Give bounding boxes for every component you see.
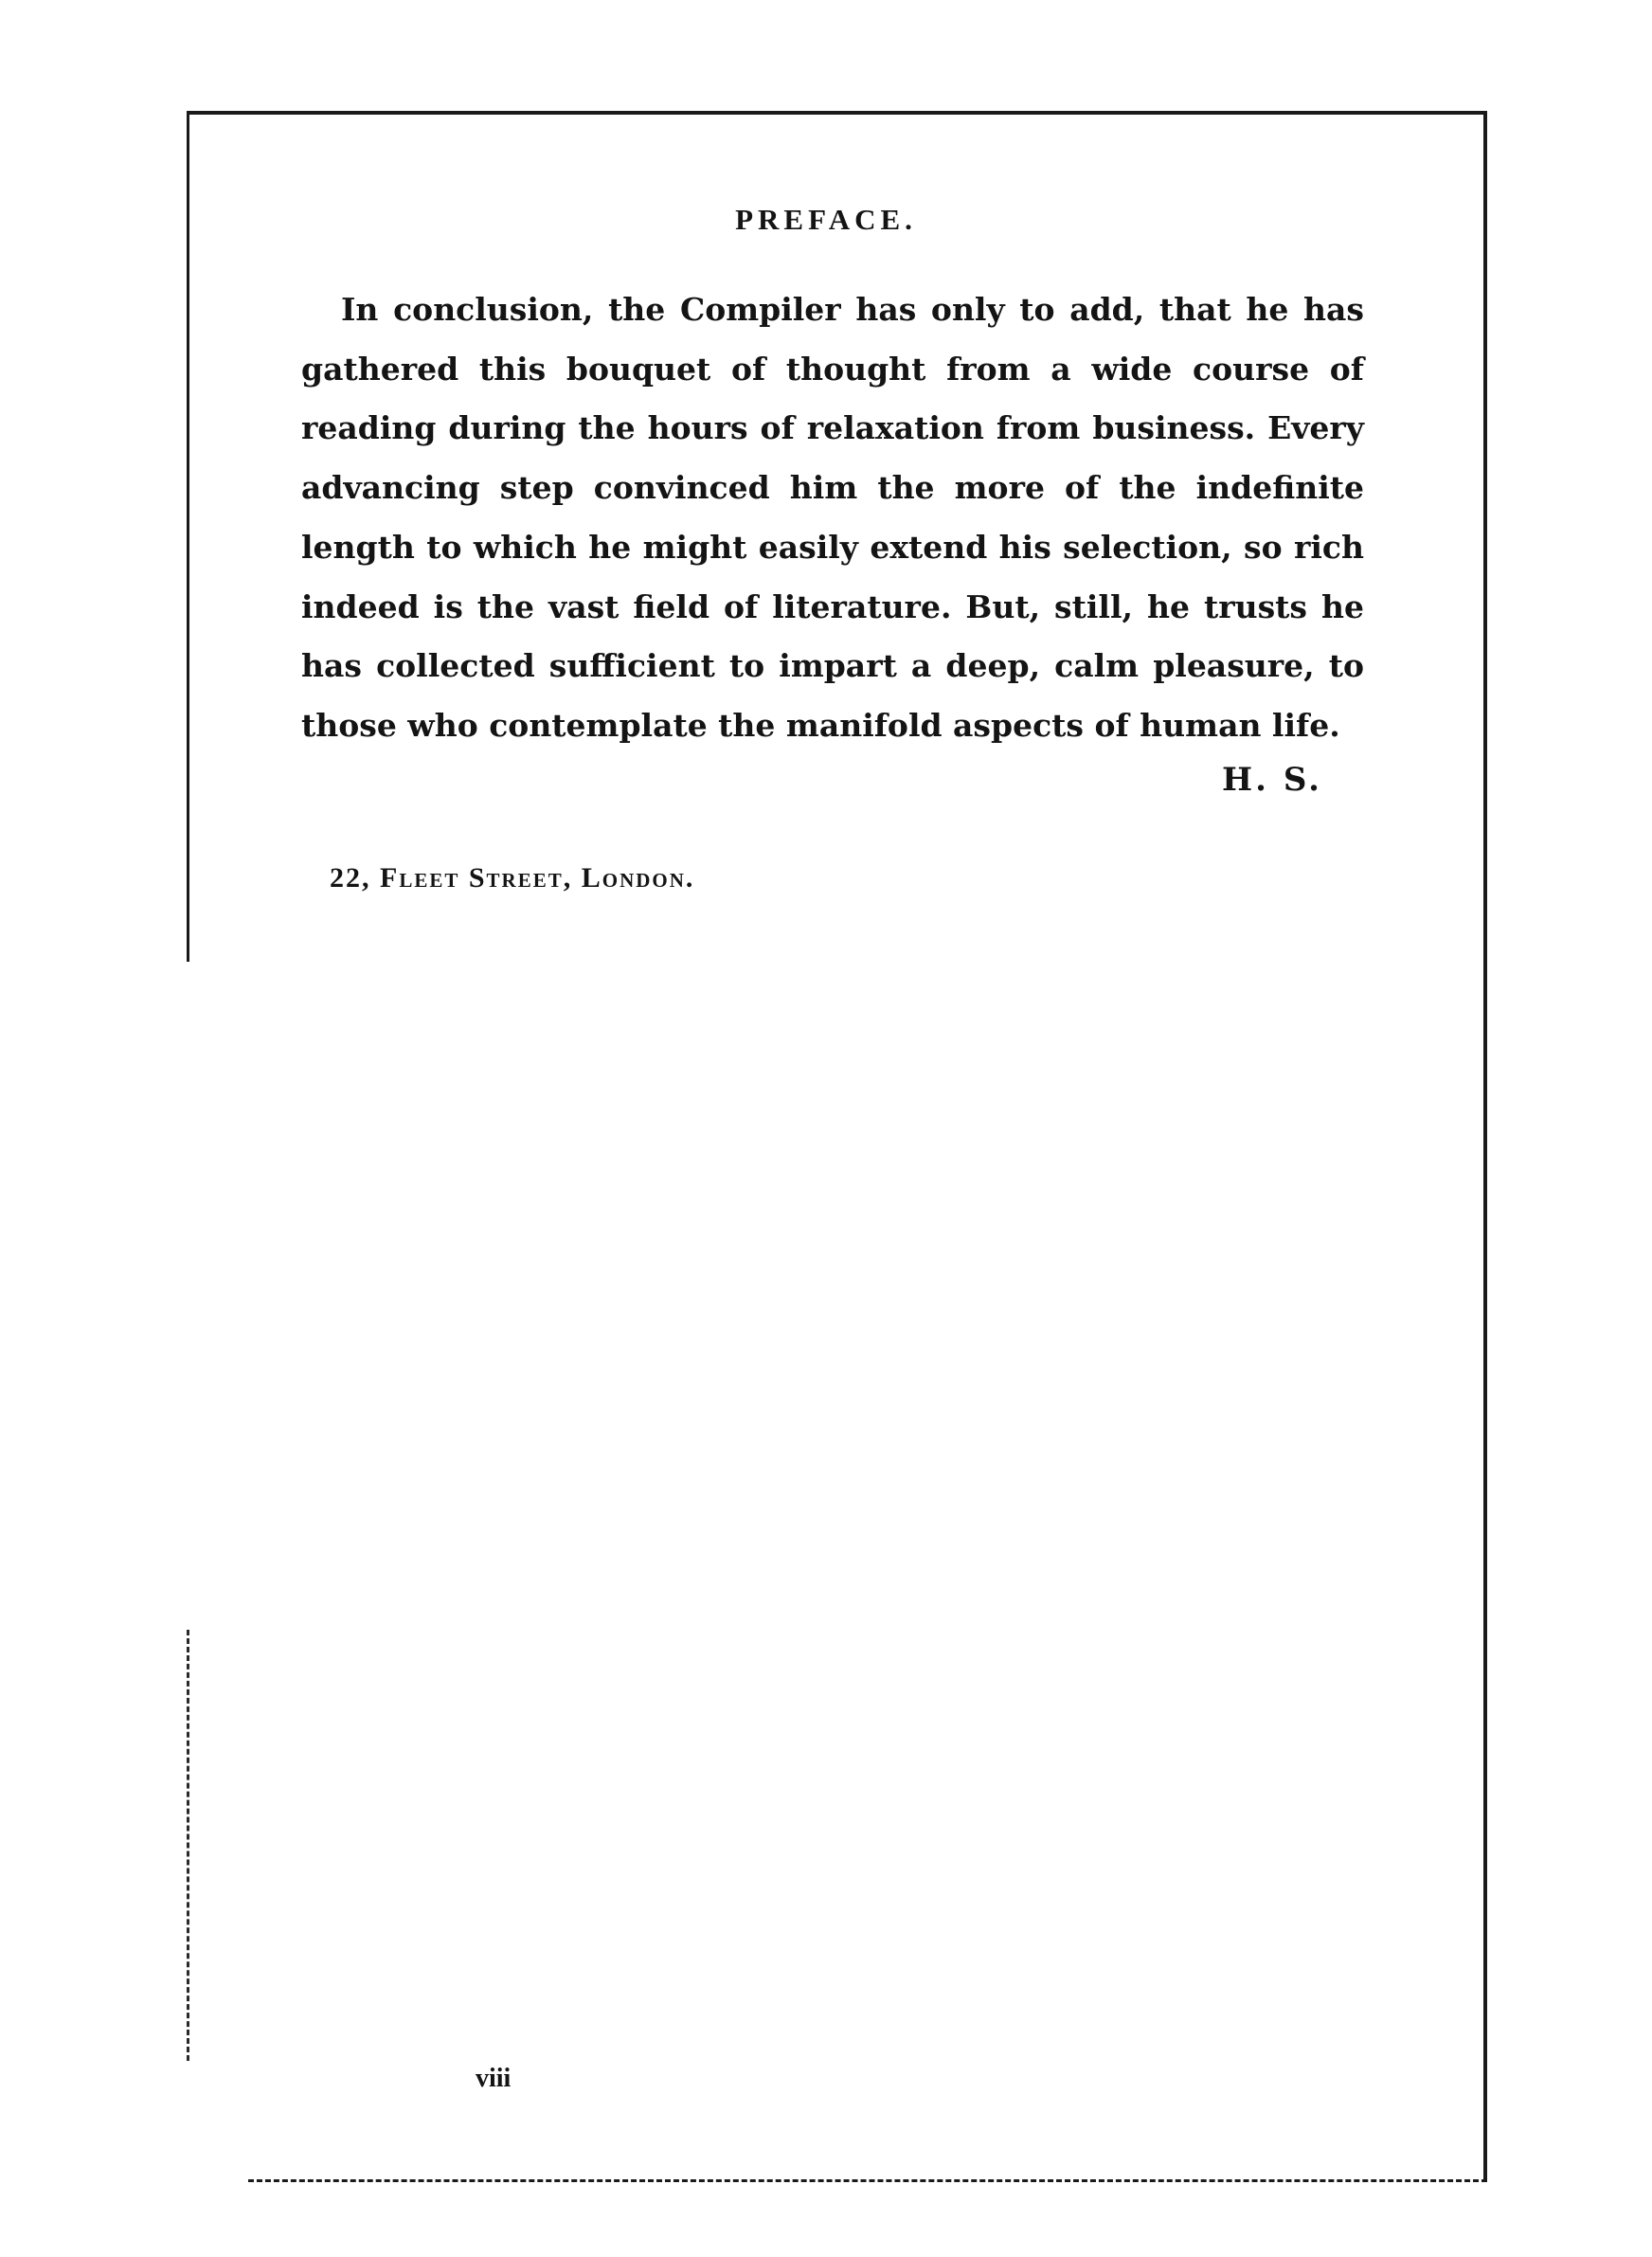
page-frame-left-rule-lower [187,1630,189,2061]
preface-paragraph: In conclusion, the Compiler has only to add, that he has gathered this bouquet of thought from a wide course of reading during the hours of relaxation from business. Every advancing step convinced him the more of the indefinite length to which he might easily extend his selection, so rich indeed is the vast field of literature. But, still, he trusts he has collected sufficient to impart a deep, calm pleasure, to those who contemplate the manifold aspects of human life. [301,291,1364,744]
publisher-address: 22, Fleet Street, London. [330,862,695,894]
page-heading: PREFACE. [735,203,917,236]
page-frame-right-rule [1483,111,1487,2181]
author-initials: H. S. [1222,761,1322,799]
page-number: viii [476,2064,512,2093]
page-frame-bottom-rule [248,2179,1487,2182]
page-frame-top-rule [187,111,1486,115]
page-frame-left-rule [187,111,189,962]
